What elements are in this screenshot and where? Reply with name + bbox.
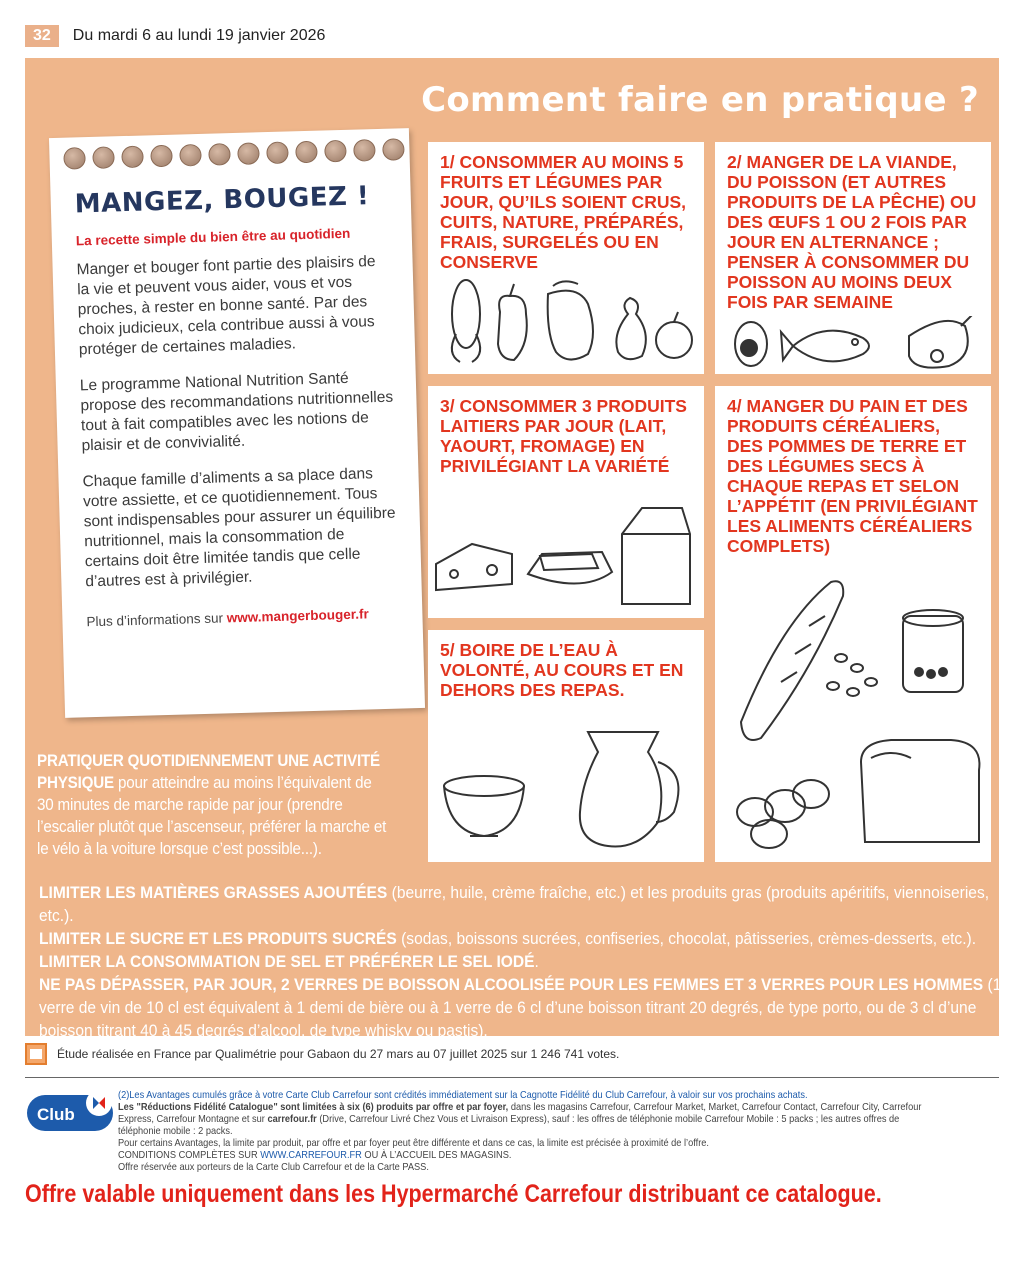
fine-line xyxy=(118,1101,928,1137)
note-paragraph: Manger et bouger font partie des plaisirs de la vie et peuvent vous aider, vous et vos proches, à rester en bonne santé. Par des choix judicieux, cela contribue aussi à vous protéger de certaines maladies. xyxy=(76,253,376,359)
limit-line xyxy=(39,927,991,950)
date-range: Du mardi 6 au lundi 19 janvier 2026 xyxy=(72,27,326,44)
fine-rest: CONDITIONS COMPLÈTES SUR xyxy=(118,1149,261,1161)
egg-fish-ham-icon xyxy=(725,316,981,372)
tip-box-cereals xyxy=(715,386,991,862)
note-subtitle: La recette simple du bien être au quotidien xyxy=(75,225,351,249)
fine-rest: dans les magasins Carrefour, Carrefour Market, Market, Carrefour Contact, Carrefour City, Carrefour Express, Carrefour Montagne et sur xyxy=(118,1101,922,1125)
cheese-butter-milk-icon xyxy=(432,494,698,610)
club-fine-print xyxy=(118,1089,928,1173)
limit-rest: (1 verre de vin de 10 cl est équivalent à 1 demi de bière ou à 1 verre de 6 cl d’une boisson titrant 20 degrés, de type porto, ou de 3 cl d’une boisson titrant 40 à 45 degrés d’alcool, de type whisky ou pastis). xyxy=(39,975,1002,1040)
carrefour-club-logo xyxy=(27,1089,113,1133)
tip-box-meat-fish xyxy=(715,142,991,374)
fine-line: Pour certains Avantages, la limite par produit, par offre et par foyer peut être différente et dans ce cas, la limite est précisée à proximité de l’offre. xyxy=(118,1137,710,1149)
tip-box-dairy xyxy=(428,386,704,618)
fine-rest: (Drive, Carrefour Livré Chez Vous et Livraison Express), sauf : les offres de téléphonie mobile Carrefour Mobile : 5 packs ; les autres offres de téléphonie mobile : 2 packs. xyxy=(118,1113,900,1137)
page-header xyxy=(25,24,325,48)
divider xyxy=(25,1077,999,1078)
note-paragraph: Chaque famille d’aliments a sa place dans votre assiette, et ce quotidiennement. Tous sont indispensables pour assurer un équilibre nutritionnel, mais la consommation de certains doit être limitée tandis que celle d’autres est à privilégier. xyxy=(82,465,396,591)
carrefour-conditions-link[interactable]: WWW.CARREFOUR.FR xyxy=(260,1149,362,1161)
limit-bold: LIMITER LA CONSOMMATION DE SEL ET PRÉFÉRER LE SEL IODÉ xyxy=(39,952,535,971)
study-note xyxy=(25,1043,619,1065)
limits-text xyxy=(39,881,1002,1042)
fruits-vegetables-icon xyxy=(438,274,694,366)
bowl-pitcher-icon xyxy=(438,722,694,854)
limit-rest: (sodas, boissons sucrées, confiseries, chocolat, pâtisseries, crèmes-desserts, etc.). xyxy=(396,929,977,948)
tip-text: 5/ BOIRE DE L’EAU À VOLONTÉ, AU COURS ET EN DEHORS DES REPAS. xyxy=(440,640,684,700)
award-badge-icon xyxy=(25,1043,47,1065)
club-logo-text: Club xyxy=(37,1105,75,1124)
study-text: Étude réalisée en France par Qualimétrie pour Gabaon du 27 mars au 07 juillet 2025 sur 1 246 741 votes. xyxy=(57,1047,620,1061)
limit-rest: . xyxy=(534,952,539,971)
bread-beans-potatoes-icon xyxy=(721,562,985,854)
note-title: MANGEZ, BOUGEZ ! xyxy=(74,181,370,220)
note-paragraph: Le programme National Nutrition Santé propose des recommandations nutritionnelles tout à fait compatibles avec les notions de plaisir et de convivialité. xyxy=(79,369,394,455)
fine-line: (2)Les Avantages cumulés grâce à votre Carte Club Carrefour sont crédités immédiatement sur la Cagnotte Fidélité du Club Carrefour, à valoir sur vos prochains achats. xyxy=(118,1089,808,1101)
limit-line xyxy=(39,881,991,927)
fine-line: Offre réservée aux porteurs de la Carte Club Carrefour et de la Carte PASS. xyxy=(118,1161,429,1173)
tip-text: 2/ MANGER DE LA VIANDE, DU POISSON (ET AUTRES PRODUITS DE LA PÊCHE) OU DES ŒUFS 1 OU 2 FOIS PAR JOUR EN ALTERNANCE ; PENSER À CONSOMMER DU POISSON AU MOINS DEUX FOIS PAR SEMAINE xyxy=(727,152,977,312)
fine-line xyxy=(118,1149,928,1161)
limit-rest: (beurre, huile, crème fraîche, etc.) et les produits gras (produits apéritifs, viennoiseries, etc.). xyxy=(39,883,990,925)
limit-line xyxy=(39,973,1009,1042)
more-info xyxy=(86,606,400,630)
more-info-prefix: Plus d’informations sur xyxy=(86,610,227,630)
tip-text: 3/ CONSOMMER 3 PRODUITS LAITIERS PAR JOUR (LAIT, YAOURT, FROMAGE) EN PRIVILÉGIANT LA VARIÉTÉ xyxy=(440,396,687,476)
activity-rest: pour atteindre au moins l’équivalent de 30 minutes de marche rapide par jour (prendre l’escalier plutôt que l’ascenseur, préférer la marche et le vélo à la voiture lorsque c’est possible...). xyxy=(37,774,387,858)
main-title: Comment faire en pratique ? xyxy=(421,80,979,120)
limit-bold: LIMITER LES MATIÈRES GRASSES AJOUTÉES xyxy=(39,883,388,902)
carrefour-site-link[interactable]: carrefour.fr xyxy=(267,1113,317,1125)
offer-disclaimer: Offre valable uniquement dans les Hypermarché Carrefour distribuant ce catalogue. xyxy=(25,1180,882,1208)
activity-bold: PRATIQUER QUOTIDIENNEMENT UNE ACTIVITÉ PHYSIQUE xyxy=(37,752,381,792)
physical-activity-text xyxy=(37,750,387,860)
limit-bold: NE PAS DÉPASSER, PAR JOUR, 2 VERRES DE BOISSON ALCOOLISÉE POUR LES FEMMES ET 3 VERRES POUR LES HOMMES xyxy=(39,975,984,994)
spiral-binding-icon xyxy=(63,138,404,170)
mangerbouger-link[interactable]: www.mangerbouger.fr xyxy=(226,606,369,626)
tip-box-fruits-vegetables xyxy=(428,142,704,374)
notepad-card xyxy=(49,128,425,718)
limit-line xyxy=(39,950,991,973)
fine-bold: Les "Réductions Fidélité Catalogue" sont limitées à six (6) produits par offre et par foyer, xyxy=(118,1101,509,1113)
tip-text: 1/ CONSOMMER AU MOINS 5 FRUITS ET LÉGUMES PAR JOUR, QU’ILS SOIENT CRUS, CUITS, NATURE, PRÉPARÉS, FRAIS, SURGELÉS OU EN CONSERVE xyxy=(440,152,686,272)
tip-box-water xyxy=(428,630,704,862)
page-number: 32 xyxy=(25,25,59,47)
fine-rest: OU À L’ACCUEIL DES MAGASINS. xyxy=(361,1149,512,1161)
tip-text: 4/ MANGER DU PAIN ET DES PRODUITS CÉRÉALIERS, DES POMMES DE TERRE ET DES LÉGUMES SECS À CHAQUE REPAS ET SELON L’APPÉTIT (EN PRIVILÉGIANT LES ALIMENTS CÉRÉALIERS COMPLETS) xyxy=(727,396,978,556)
nutrition-panel xyxy=(25,58,1002,1040)
limit-bold: LIMITER LE SUCRE ET LES PRODUITS SUCRÉS xyxy=(39,929,397,948)
